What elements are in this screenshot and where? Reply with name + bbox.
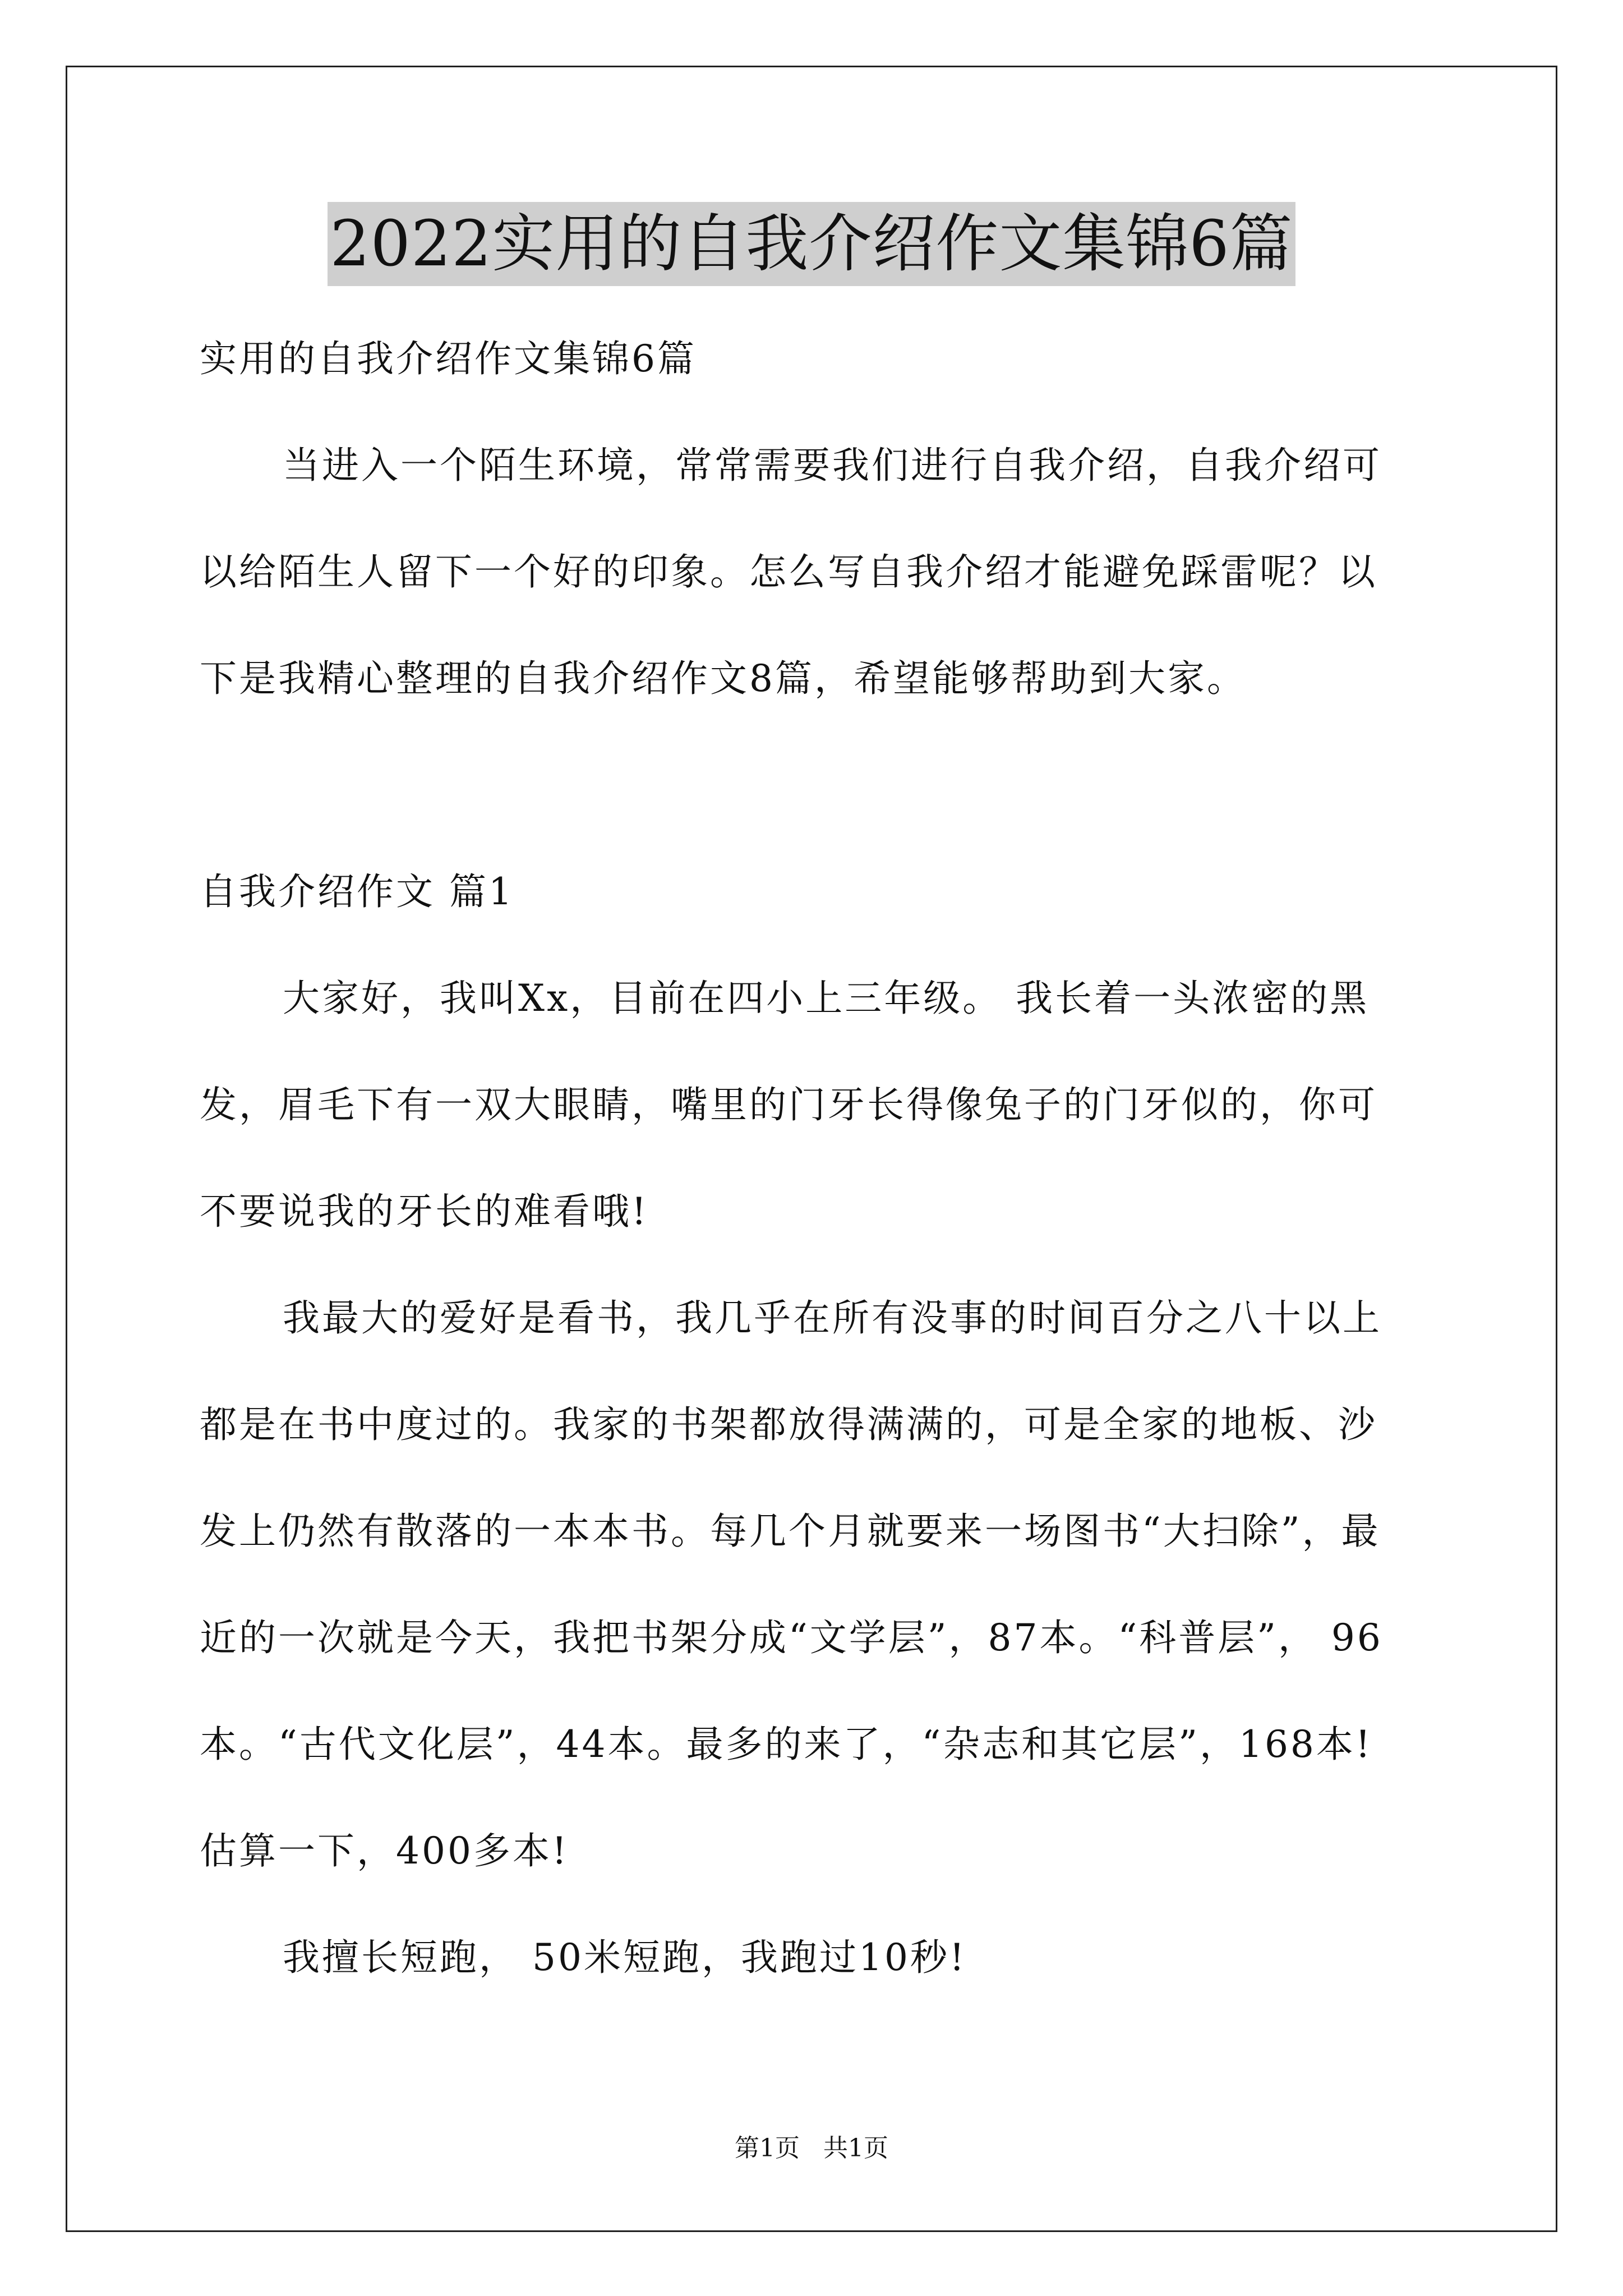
paragraph-sprint [200,1904,1433,2011]
paragraph-line: 发上仍然有散落的一本本书。每几个月就要来一场图书“大扫除”，最 [200,1510,1381,1553]
paragraph-line: 都是在书中度过的。我家的书架都放得满满的，可是全家的地板、沙 [200,1403,1377,1446]
paragraph-line: 本。“古代文化层”，44本。最多的来了，“杂志和其它层”，168本! [200,1723,1373,1766]
document-title: 2022实用的自我介绍作文集锦6篇 [328,202,1295,286]
paragraph-line: 我擅长短跑， 50米短跑，我跑过10秒! [283,1936,967,1979]
paragraph-line: 不要说我的牙长的难看哦! [200,1190,649,1233]
intro-line: 当进入一个陌生环境，常常需要我们进行自我介绍，自我介绍可 [283,444,1382,487]
paragraph-line: 发，眉毛下有一双大眼睛，嘴里的门牙长得像兔子的门牙似的，你可 [200,1083,1377,1126]
title-area [0,202,1623,286]
document-subtitle: 实用的自我介绍作文集锦6篇 [200,337,697,380]
page-footer: 第1页 共1页 [735,2134,888,2162]
section-heading: 自我介绍作文 篇1 [200,870,514,913]
paragraph-line: 近的一次就是今天，我把书架分成“文学层”，87本。“科普层”， 96 [200,1616,1383,1659]
spacer [200,732,1433,839]
paragraph-line: 估算一下，400多本! [200,1829,569,1872]
paragraph-line: 我最大的爱好是看书，我几乎在所有没事的时间百分之八十以上 [283,1296,1382,1340]
paragraph-hobby [200,1265,1433,1904]
paragraph-appearance [200,945,1433,1265]
paragraph-line: 大家好，我叫Xx，目前在四小上三年级。 我长着一头浓密的黑 [283,977,1370,1020]
intro-line: 以给陌生人留下一个好的印象。怎么写自我介绍才能避免踩雷呢？以 [200,550,1377,593]
document-body [200,306,1433,2011]
intro-paragraph [200,412,1433,732]
intro-line: 下是我精心整理的自我介绍作文8篇，希望能够帮助到大家。 [200,657,1246,700]
